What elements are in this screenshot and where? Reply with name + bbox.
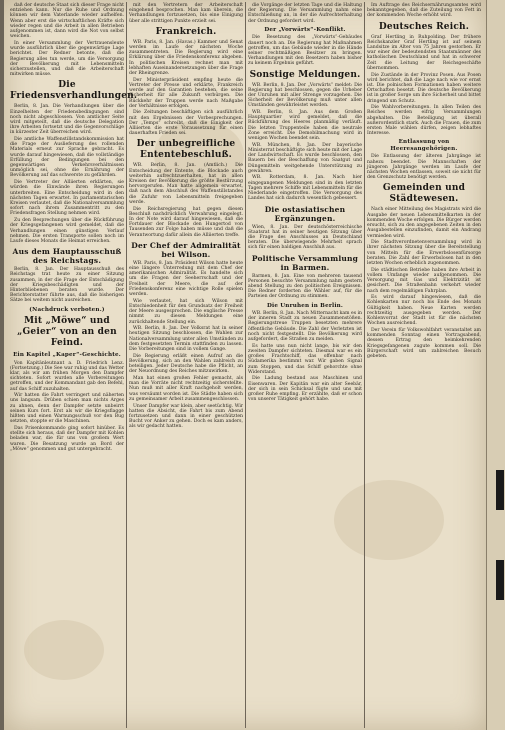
article-paragraph: Von Kapitänleutnant a. D. Friedrich Lenz. (Fortsetzung.) Die See war ruhig und das Wetter klar, als wir am frühen Morgen den Dampfer sichteten. Sofort wurden alle Vorbereitungen getroffen, und der Kommandant gab den Befehl, auf das Schiff zuzuhalten. [10,360,124,392]
article-paragraph: Die amtliche Waffenstillstandskommission hat die Frage der Auslieferung des rollenden Materials erneut zur Sprache gebracht. Es wurde darauf hingewiesen, daß die vollständige Erfüllung der Bedingungen bei den gegenwärtigen Verkehrsverhältnissen unmöglich sei, ohne die Ernährung der Bevölkerung auf das schwerste zu gefährden. [10,137,124,179]
article-paragraph: die Vorgänge der letzten Tage und die Haltung der Regierung. Die Versammlung nahm eine Entschließung an, in der die Aufrechterhaltung der Ordnung gefordert wird. [248,3,362,24]
article-headline: Frankreich. [155,26,217,37]
article-headline: Ein Kapitel „Kaper“-Geschichte. [13,352,121,359]
article-paragraph: Berlin, 8. Jan. Die Verhandlungen über die Einzelheiten der Friedensbedingungen sind noch nicht abgeschlossen. Von amtlicher Seite wird mitgeteilt, daß die deutsche Delegation ihre Arbeiten fortsetzt und die Gegenvorschläge in kürzester Zeit überreichen wird. [10,104,124,136]
article-headline: Der „Vorwärts“-Konflikt. [264,26,346,33]
article-paragraph: Der Ministerpräsident empfing heute die Vertreter der Presse und erklärte, Frankreich werde auf den Garantien bestehen, die seine Sicherheit für alle Zukunft verbürgen. Die Rückkehr der Truppen werde nach Maßgabe der Verhältnisse erfolgen. [129,77,243,109]
article-paragraph: Die Zeitungen beschäftigen sich ausführlich mit den Ergebnissen der Vorbesprechungen. Der „Temps“ schreibt, daß die Einigkeit der Alliierten die erste Voraussetzung für einen dauerhaften Frieden sei. [129,110,243,137]
column-1 [10,3,138,727]
article-headline: (Nachdruck verboten.) [29,306,105,313]
article-paragraph: Die Wahlvorbereitungen. In allen Teilen des Reiches werden eifrig Versammlungen abgehalten. Die Beteiligung ist überall außerordentlich stark. Auch die Frauen, die zum ersten Male wählen dürfen, zeigen lebhaftes Interesse. [367,105,481,137]
page-edge-mark [496,470,504,510]
article-paragraph: WB. Berlin, 8. Jan. Der „Vorwärts“ meldet: Die Regierung hat beschlossen, gegen die Urheber der Unruhen mit aller Strenge vorzugehen. Die Sicherheit der Bevölkerung muß unter allen Umständen gewährleistet werden. [248,82,362,109]
article-paragraph: WB. Berlin, 8. Jan. Aus dem Großen Hauptquartier wird gemeldet, daß die Rückführung des Heeres planmäßig verläuft. Die letzten Truppenteile haben die neutrale Zone erreicht. Die Demobilmachung wird in wenigen Wochen beendet sein. [248,110,362,142]
article-headline: Deutsches Reich. [378,21,470,32]
article-paragraph: In einer Versammlung der Vertrauensleute wurde ausführlich über die gegenwärtige Lage berichtet. Der Redner betonte, daß die Regierung alles tun werde, um die Versorgung der Bevölkerung mit Lebensmitteln sicherzustellen, und daß die Arbeiterschaft mitwirken müsse. [10,40,124,78]
column-rule [364,2,365,728]
article-paragraph: WB. Paris, 8. Jan. Präsident Wilson hatte heute eine längere Unterredung mit dem Chef der amerikanischen Admiralität. Es handelte sich um die Fragen der Seeherrschaft und der Freiheit der Meere, die auf der Friedenskonferenz eine wichtige Rolle spielen werden. [129,260,243,298]
article-headline: Aus dem Hauptausschuß des Reichstags. [12,247,122,266]
article-headline: Der Chef der Admiralität bei Wilson. [131,240,241,259]
column-4 [367,3,481,727]
article-paragraph: Im Auftrage des Reichsernährungsamtes wird bekanntgegeben, daß die Zuteilung von Fett in der kommenden Woche erhöht wird. [367,3,481,19]
article-paragraph: Die Entlassung der älteren Jahrgänge ist nahezu beendet. Die Mannschaften der jüngeren Jahrgänge werden im Laufe der nächsten Wochen entlassen, soweit sie nicht für den Grenzschutz benötigt werden. [367,154,481,181]
article-paragraph: Die Ladung bestand aus Maschinen und Eisenwaren. Der Kapitän war ein alter Seebär, der sich in sein Schicksal fügte und uns mit großer Ruhe empfing. Er erzählte, daß er schon von unserer Tätigkeit gehört habe. [248,376,362,403]
column-rule [126,2,127,728]
article-paragraph: Die Stadtverordnetenversammlung wird in ihrer nächsten Sitzung über die Bereitstellung von Mitteln für die Erwerbslosenfürsorge beraten. Die Zahl der Erwerbslosen hat in den letzten Wochen erheblich zugenommen. [367,240,481,267]
column-3 [248,3,362,727]
article-headline: Gemeinden und Städtewesen. [382,183,466,205]
article-paragraph: Der Verein für Volkswohlfahrt veranstaltet am kommenden Sonntag einen Vortragsabend, dessen Ertrag den heimkehrenden Kriegsgefangenen zugute kommen soll. Die Bürgerschaft wird um zahlreichen Besuch gebeten. [367,327,481,359]
article-paragraph: Wien, 8. Jan. Der deutschösterreichische Staatsrat hat in seiner heutigen Sitzung über die Frage des Anschlusses an Deutschland beraten. Die überwiegende Mehrheit sprach sich für einen baldigen Anschluß aus. [248,224,362,251]
newspaper-page [4,0,486,730]
column-2 [129,3,243,727]
article-paragraph: WB. Berlin, 8. Jan. Der Volksrat hat in seiner heutigen Sitzung beschlossen, die Wahlen zur Nationalversammlung unter allen Umständen zu dem festgesetzten Termin stattfinden zu lassen. Die Vorbereitungen sind in vollem Gange. [129,326,243,353]
article-paragraph: WB. Berlin, 8. Jan. (Amtlich.) Die Entscheidung der Entente, die Blockade auch weiterhin aufrechtzuerhalten, hat in allen Kreisen der Bevölkerung die größte Bestürzung hervorgerufen. Man hatte allgemein erwartet, daß nach dem Abschluß des Waffenstillstandes die Zufuhr von Lebensmitteln freigegeben werde. [129,163,243,205]
article-paragraph: Die städtischen Betriebe haben ihre Arbeit in vollem Umfange wieder aufgenommen. Die Versorgung mit Gas und Elektrizität ist gesichert. Die Straßenbahn verkehrt wieder nach dem regelmäßigen Fahrplan. [367,267,481,294]
article-paragraph: Es hatte uns nun nicht lange, bis wir den zweiten Dampfer sichteten. Diesmal war es ein großes Frachtschiff, das offenbar nach Südamerika bestimmt war. Wir gaben Signal zum Stoppen, und das Schiff gehorchte ohne Widerstand. [248,343,362,375]
article-paragraph: Wie verlautet, hat sich Wilson mit Entschiedenheit für den Grundsatz der Freiheit der Meere ausgesprochen. Die englische Presse nimmt zu diesen Meldungen eine zurückhaltende Stellung ein. [129,298,243,325]
article-paragraph: Das Prisenkommando ging sofort hinüber. Es stellte sich heraus, daß der Dampfer mit Kohlen beladen war, die für uns von großem Wert waren. Die Besatzung wurde an Bord der „Möwe“ genommen und gut untergebracht. [10,425,124,452]
page-edge [486,0,505,730]
article-paragraph: Es wird darauf hingewiesen, daß die Kohlenkarten nur noch bis Ende des Monats Gültigkeit haben. Neue Karten werden rechtzeitig ausgegeben werden. Der Kohlenvorrat der Stadt ist für die nächsten Wochen ausreichend. [367,295,481,327]
article-paragraph: WB. Rotterdam, 8. Jan. Nach hier eingegangenen Meldungen sind in den letzten Tagen mehrere Schiffe mit Lebensmitteln für die Niederlande eingetroffen. Die Versorgung des Landes hat sich dadurch wesentlich gebessert. [248,175,362,202]
article-paragraph: Barmen, 8. Jan. Eine von mehreren tausend Personen besuchte Versammlung nahm gestern abend Stellung zu den politischen Ereignissen. Die Redner forderten die Wähler auf, für die Parteien der Ordnung zu stimmen. [248,273,362,300]
article-paragraph: Die Reichsregierung hat gegen diesen Beschluß nachdrücklich Verwahrung eingelegt. In der Note wird darauf hingewiesen, daß die Fortdauer der Blockade den Hungertod von Tausenden zur Folge haben müsse und daß die Verantwortung dafür allein die Alliierten treffe. [129,206,243,238]
article-headline: Politische Versammlung in Barmen. [251,253,359,272]
article-paragraph: Die Vertreter der Alliierten erklärten, sie würden die Einwände ihren Regierungen unterbreiten. Eine Entscheidung wird in den nächsten Tagen erwartet. In parlamentarischen Kreisen verlautet, daß die Nationalversammlung sofort nach ihrem Zusammentritt zu den Friedensfragen Stellung nehmen wird. [10,180,124,217]
article-paragraph: WB. München, 8. Jan. Der bayerische Ministerrat beschäftigte sich heute mit der Lage der Landwirtschaft. Es wurde beschlossen, den Bauern bei der Beschaffung von Saatgut und Düngemitteln weitgehende Unterstützung zu gewähren. [248,142,362,174]
article-paragraph: Man hat einen großen Fehler gemacht, als man die Vorräte nicht rechtzeitig sicherstellte. Nun muß mit aller Kraft nachgeholt werden, was versäumt worden ist. Die Städte haben sich zu gemeinsamer Arbeit zusammengeschlossen. [129,376,243,402]
article-paragraph: Nach einer Mitteilung des Magistrats wird die Ausgabe der neuen Lebensmittelkarten in der kommenden Woche erfolgen. Die Bürger werden ersucht, sich zu den angegebenen Zeiten in den Ausgabestellen einzufinden, damit ein Andrang vermieden wird. [367,207,481,239]
article-paragraph: Zu den Besprechungen über die Rückführung der Kriegsgefangenen wird gemeldet, daß die Verhandlungen einen günstigen Verlauf nehmen. Die ersten Transporte sollen noch im Laufe dieses Monats die Heimat erreichen. [10,218,124,244]
article-paragraph: Die Zustände in der Provinz Posen. Aus Posen wird berichtet, daß die Lage nach wie vor ernst ist. Die polnischen Formationen haben weitere Ortschaften besetzt. Die deutsche Bevölkerung ist in großer Sorge um ihre Sicherheit und bittet dringend um Schutz. [367,72,481,104]
page-edge-mark [496,560,504,600]
article-paragraph: Die Besetzung des „Vorwärts“-Gebäudes dauert noch an. Die Regierung hat Maßnahmen getroffen, um das Gebäude wieder in die Hände seiner rechtmäßigen Besitzer zu bringen. Verhandlungen mit den Besetzern haben bisher zu keinem Ergebnis geführt. [248,35,362,67]
article-headline: Sonstige Meldungen. [249,69,361,80]
article-paragraph: Die Regierung erläßt einen Aufruf an die Bevölkerung, sich an den Wahlen zahlreich zu beteiligen. Jeder Deutsche habe die Pflicht, an der Neuordnung des Reiches mitzuwirken. [129,353,243,375]
article-paragraph: Wir hatten die Fahrt verringert und näherten uns langsam. Drüben schien man nichts Arges zu ahnen, denn der Dampfer setzte unbeirrt seinen Kurs fort. Erst als wir die Kriegsflagge hißten und einen Warnungsschuß vor den Bug setzten, stoppte er die Maschinen. [10,393,124,425]
article-paragraph: WB. Paris, 8. Jan. (Havas.) Kammer und Senat werden im Laufe der nächsten Woche zusammentreten. Die Regierung wird eine Erklärung über die Friedenskonferenz abgeben. In politischen Kreisen rechnet man mit lebhaften Auseinandersetzungen über die Frage der Rheingrenze. [129,39,243,77]
article-paragraph: WB. Berlin, 8. Jan. Nach Mitternacht kam es in der inneren Stadt zu neuen Zusammenstößen. Regierungstreue Truppen besetzten mehrere öffentliche Gebäude. Die Zahl der Verletzten ist noch nicht festgestellt. Die Bevölkerung wird aufgefordert, die Straßen zu meiden. [248,311,362,343]
article-paragraph: Berlin, 8. Jan. Der Hauptausschuß des Reichstags trat heute zu einer Sitzung zusammen, in der die Frage der Entschädigung der Kriegsbeschädigten und der Hinterbliebenen beraten wurde. Der Berichterstatter führte aus, daß die bisherigen Sätze bei weitem nicht ausreichen. [10,267,124,304]
column-rule [245,2,246,728]
article-headline: Die ostasiatischen Ergänzungen. [264,204,346,223]
article-headline: Entlassung von Heeresangehörigen. [390,139,458,152]
article-headline: Die Friedensverhandlungen. [10,80,138,102]
article-headline: Die Unruhen in Berlin. [266,302,344,309]
article-paragraph: mit den Vertretern der Arbeiterschaft eingehend besprochen. Man kam überein, die Verhandlungen fortzusetzen, bis eine Einigung über alle strittigen Punkte erzielt sei. [129,3,243,24]
article-paragraph: Graf Hertling in Ruhpolding. Der frühere Reichskanzler Graf Hertling ist auf seinem Landsitze im Alter von 75 Jahren gestorben. Er war einer der bedeutendsten Staatsmänner des katholischen Deutschland und hat in schwerer Zeit die Leitung der Reichsgeschäfte übernommen. [367,34,481,71]
article-paragraph: daß der deutsche Staat sich dieser Frage nicht entziehen kann. Nur die Ruhe und Ordnung können wir dem Vaterlande wieder aufhelfen. Wenn aber erst die wirtschaftlichen Kräfte sich wieder regen und die Arbeit in allen Betrieben aufgenommen ist, dann wird die Not von selbst weichen. [10,3,124,40]
article-paragraph: Unser Dampfer war klein, aber seetüchtig. Wir hatten die Absicht, die Fahrt bis zum Abend fortzusetzen und dann in einer geschützten Bucht vor Anker zu gehen. Doch es kam anders, als wir gedacht hatten. [129,403,243,430]
article-headline: Der unbegreifliche Ententebeschluß. [136,139,236,161]
article-headline: Mit „Möwe“ und „Geier“ von an den Feind. [17,316,117,349]
